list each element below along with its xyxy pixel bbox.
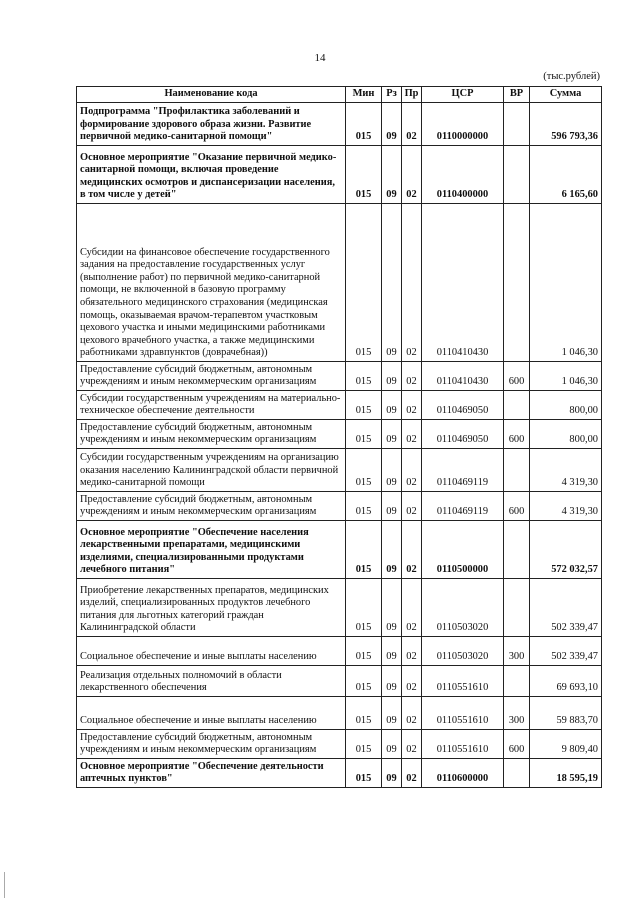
row-name: Основное мероприятие "Обеспечение деятельности аптечных пунктов" bbox=[77, 759, 346, 788]
table-row bbox=[77, 420, 602, 449]
row-name: Социальное обеспечение и иные выплаты населению bbox=[77, 637, 346, 666]
row-sum: 18 595,19 bbox=[530, 759, 602, 788]
table-row bbox=[77, 391, 602, 420]
row-csr: 0110600000 bbox=[422, 759, 504, 788]
row-sum: 9 809,40 bbox=[530, 730, 602, 759]
table-row bbox=[77, 666, 602, 697]
row-min: 015 bbox=[346, 146, 382, 204]
table-row bbox=[77, 362, 602, 391]
row-pr: 02 bbox=[402, 637, 422, 666]
row-name: Основное мероприятие "Оказание первичной медико-санитарной помощи, включая проведение медицинских осмотров и диспансеризации населения, в том числе у детей" bbox=[77, 146, 346, 204]
row-min: 015 bbox=[346, 637, 382, 666]
row-pr: 02 bbox=[402, 391, 422, 420]
table-row bbox=[77, 759, 602, 788]
row-sum: 4 319,30 bbox=[530, 449, 602, 492]
row-sum: 59 883,70 bbox=[530, 697, 602, 730]
row-pr: 02 bbox=[402, 146, 422, 204]
header-name: Наименование кода bbox=[77, 87, 346, 103]
row-name: Предоставление субсидий бюджетным, автономным учреждениям и иным некоммерческим организациям bbox=[77, 420, 346, 449]
row-pr: 02 bbox=[402, 579, 422, 637]
row-min: 015 bbox=[346, 492, 382, 521]
row-vr bbox=[504, 204, 530, 362]
row-name: Основное мероприятие "Обеспечение населения лекарственными препаратами, медицинскими изделиями, специализированными продуктами лечебного питания" bbox=[77, 521, 346, 579]
row-vr: 600 bbox=[504, 492, 530, 521]
table-row bbox=[77, 730, 602, 759]
row-csr: 0110410430 bbox=[422, 362, 504, 391]
row-vr: 300 bbox=[504, 697, 530, 730]
row-sum: 69 693,10 bbox=[530, 666, 602, 697]
row-sum: 1 046,30 bbox=[530, 204, 602, 362]
row-pr: 02 bbox=[402, 521, 422, 579]
row-rz: 09 bbox=[382, 204, 402, 362]
row-csr: 0110551610 bbox=[422, 666, 504, 697]
header-pr: Пр bbox=[402, 87, 422, 103]
row-sum: 502 339,47 bbox=[530, 579, 602, 637]
row-rz: 09 bbox=[382, 103, 402, 146]
budget-table bbox=[76, 86, 602, 788]
row-csr: 0110000000 bbox=[422, 103, 504, 146]
row-pr: 02 bbox=[402, 420, 422, 449]
row-name: Приобретение лекарственных препаратов, медицинских изделий, специализированных продуктов лечебного питания для льготных категорий граждан Калининградской области bbox=[77, 579, 346, 637]
row-vr bbox=[504, 579, 530, 637]
row-min: 015 bbox=[346, 362, 382, 391]
row-name: Реализация отдельных полномочий в области лекарственного обеспечения bbox=[77, 666, 346, 697]
row-min: 015 bbox=[346, 449, 382, 492]
table-row bbox=[77, 449, 602, 492]
row-rz: 09 bbox=[382, 492, 402, 521]
table-row bbox=[77, 204, 602, 362]
table-row bbox=[77, 103, 602, 146]
row-csr: 0110551610 bbox=[422, 697, 504, 730]
row-csr: 0110410430 bbox=[422, 204, 504, 362]
row-vr bbox=[504, 759, 530, 788]
row-csr: 0110400000 bbox=[422, 146, 504, 204]
row-name: Предоставление субсидий бюджетным, автономным учреждениям и иным некоммерческим организациям bbox=[77, 492, 346, 521]
row-name: Предоставление субсидий бюджетным, автономным учреждениям и иным некоммерческим организациям bbox=[77, 362, 346, 391]
row-pr: 02 bbox=[402, 759, 422, 788]
row-sum: 502 339,47 bbox=[530, 637, 602, 666]
header-csr: ЦСР bbox=[422, 87, 504, 103]
row-name: Субсидии на финансовое обеспечение государственного задания на предоставление государственных услуг (выполнение работ) по первичной медико-санитарной помощи, не включенной в базовую программу обязательного медицинского страхования (медицинская помощь, оказываемая врачом-терапевтом участковым цехового участка и иными медицинскими работниками цехового врачебного участка, а также медицинскими работниками здравпунктов (доврачебная)) bbox=[77, 204, 346, 362]
row-vr bbox=[504, 666, 530, 697]
row-sum: 596 793,36 bbox=[530, 103, 602, 146]
table-row bbox=[77, 697, 602, 730]
row-min: 015 bbox=[346, 579, 382, 637]
row-pr: 02 bbox=[402, 449, 422, 492]
header-row bbox=[77, 87, 602, 103]
row-rz: 09 bbox=[382, 697, 402, 730]
row-name: Социальное обеспечение и иные выплаты населению bbox=[77, 697, 346, 730]
row-rz: 09 bbox=[382, 449, 402, 492]
row-rz: 09 bbox=[382, 146, 402, 204]
row-name: Субсидии государственным учреждениям на организацию оказания населению Калининградской области первичной медико-санитарной помощи bbox=[77, 449, 346, 492]
row-csr: 0110469119 bbox=[422, 449, 504, 492]
table-row bbox=[77, 146, 602, 204]
row-sum: 4 319,30 bbox=[530, 492, 602, 521]
row-csr: 0110469050 bbox=[422, 420, 504, 449]
row-rz: 09 bbox=[382, 730, 402, 759]
row-sum: 800,00 bbox=[530, 420, 602, 449]
row-vr bbox=[504, 449, 530, 492]
row-min: 015 bbox=[346, 730, 382, 759]
row-rz: 09 bbox=[382, 362, 402, 391]
header-sum: Сумма bbox=[530, 87, 602, 103]
row-sum: 800,00 bbox=[530, 391, 602, 420]
units-label: (тыс.рублей) bbox=[543, 71, 600, 82]
row-min: 015 bbox=[346, 666, 382, 697]
row-name: Предоставление субсидий бюджетным, автономным учреждениям и иным некоммерческим организациям bbox=[77, 730, 346, 759]
row-csr: 0110469119 bbox=[422, 492, 504, 521]
row-rz: 09 bbox=[382, 666, 402, 697]
page-number: 14 bbox=[314, 52, 326, 64]
scan-edge-mark bbox=[4, 872, 7, 898]
row-rz: 09 bbox=[382, 420, 402, 449]
row-min: 015 bbox=[346, 204, 382, 362]
row-vr bbox=[504, 146, 530, 204]
row-min: 015 bbox=[346, 103, 382, 146]
row-pr: 02 bbox=[402, 666, 422, 697]
header-rz: Рз bbox=[382, 87, 402, 103]
row-sum: 6 165,60 bbox=[530, 146, 602, 204]
row-csr: 0110469050 bbox=[422, 391, 504, 420]
row-sum: 572 032,57 bbox=[530, 521, 602, 579]
row-min: 015 bbox=[346, 420, 382, 449]
row-rz: 09 bbox=[382, 579, 402, 637]
row-vr bbox=[504, 103, 530, 146]
row-min: 015 bbox=[346, 697, 382, 730]
row-csr: 0110551610 bbox=[422, 730, 504, 759]
row-vr: 600 bbox=[504, 420, 530, 449]
row-min: 015 bbox=[346, 391, 382, 420]
row-rz: 09 bbox=[382, 759, 402, 788]
row-vr bbox=[504, 391, 530, 420]
row-csr: 0110503020 bbox=[422, 579, 504, 637]
row-pr: 02 bbox=[402, 730, 422, 759]
table-row bbox=[77, 579, 602, 637]
row-rz: 09 bbox=[382, 521, 402, 579]
table-row bbox=[77, 637, 602, 666]
row-csr: 0110503020 bbox=[422, 637, 504, 666]
row-rz: 09 bbox=[382, 391, 402, 420]
row-min: 015 bbox=[346, 521, 382, 579]
row-min: 015 bbox=[346, 759, 382, 788]
row-pr: 02 bbox=[402, 103, 422, 146]
row-pr: 02 bbox=[402, 362, 422, 391]
table-row bbox=[77, 492, 602, 521]
row-vr: 600 bbox=[504, 362, 530, 391]
row-sum: 1 046,30 bbox=[530, 362, 602, 391]
row-pr: 02 bbox=[402, 492, 422, 521]
row-rz: 09 bbox=[382, 637, 402, 666]
row-name: Подпрограмма "Профилактика заболеваний и формирование здорового образа жизни. Развитие первичной медико-санитарной помощи" bbox=[77, 103, 346, 146]
row-vr: 600 bbox=[504, 730, 530, 759]
header-min: Мин bbox=[346, 87, 382, 103]
row-vr bbox=[504, 521, 530, 579]
row-pr: 02 bbox=[402, 204, 422, 362]
row-vr: 300 bbox=[504, 637, 530, 666]
table-row bbox=[77, 521, 602, 579]
row-csr: 0110500000 bbox=[422, 521, 504, 579]
row-name: Субсидии государственным учреждениям на материально-техническое обеспечение деятельности bbox=[77, 391, 346, 420]
row-pr: 02 bbox=[402, 697, 422, 730]
header-vr: ВР bbox=[504, 87, 530, 103]
